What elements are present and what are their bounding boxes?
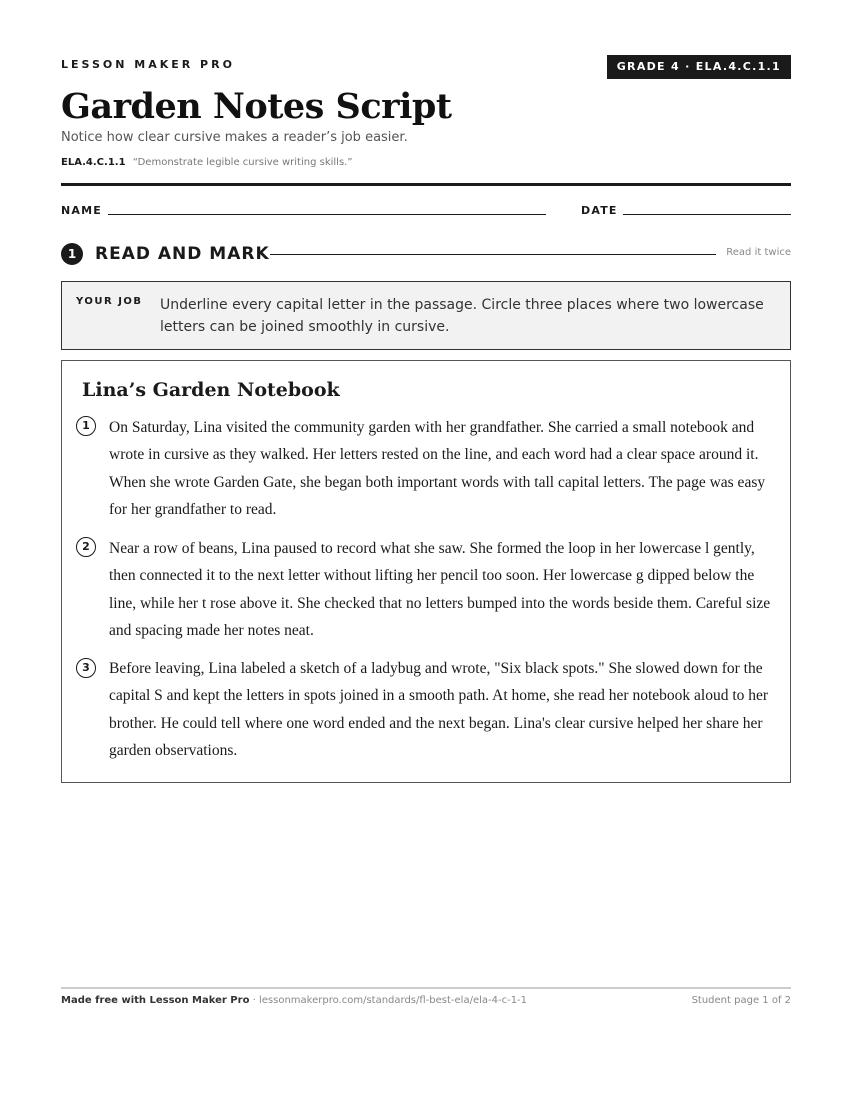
instruction-box [61, 281, 791, 350]
paragraph-number: 2 [76, 537, 96, 557]
name-field[interactable] [108, 214, 546, 215]
section-number: 1 [61, 243, 83, 265]
paragraph-text: Before leaving, Lina labeled a sketch of a ladybug and wrote, "Six black spots." She slowed down for the capital S and kept the letters in spots joined in a smooth path. At home, she read her notebook aloud to her brother. He could tell where one word ended and the next began. Lina's clear cursive helped her share her garden observations. [109, 660, 769, 759]
worksheet-page [61, 0, 791, 1100]
page-title: Garden Notes Script [61, 86, 452, 127]
date-label: DATE [581, 204, 618, 217]
instruction-text: Underline every capital letter in the passage. Circle three places where two lowercase letters can be joined smoothly in cursive. [160, 297, 764, 335]
passage-title: Lina’s Garden Notebook [82, 379, 340, 401]
section-hint: Read it twice [726, 247, 791, 258]
paragraph-number: 1 [76, 416, 96, 436]
standard-code: ELA.4.C.1.1 [61, 157, 126, 168]
paragraph-text: Near a row of beans, Lina paused to record what she saw. She formed the loop in her lowercase l gently, then connected it to the next letter without lifting her pencil too soon. Her lowercase g dipped below the line, while her t rose above it. She checked that no letters bumped into the words beside them. Careful size and spacing made her notes neat. [109, 540, 771, 639]
brand-name: LESSON MAKER PRO [61, 58, 235, 71]
page-subtitle: Notice how clear cursive makes a reader’s job easier. [61, 130, 408, 145]
footer-made-with: Made free with Lesson Maker Pro [61, 995, 250, 1006]
standard-quote: “Demonstrate legible cursive writing skills.” [132, 157, 353, 168]
section-divider [270, 254, 716, 255]
footer-page-number: Student page 1 of 2 [691, 995, 791, 1006]
footer-url-link[interactable]: lessonmakerpro.com/standards/fl-best-ela/ela-4-c-1-1 [258, 995, 528, 1006]
paragraph-text: On Saturday, Lina visited the community garden with her grandfather. She carried a small notebook and wrote in cursive as they walked. Her letters rested on the line, and each word had a clear space around it. When she wrote Garden Gate, she began both important words with tall capital letters. The page was easy for her grandfather to read. [109, 419, 766, 518]
footer-divider [61, 987, 791, 989]
date-field[interactable] [623, 214, 791, 215]
header-divider [61, 183, 791, 186]
instruction-label: YOUR JOB [76, 296, 143, 307]
standard-line [61, 157, 353, 168]
grade-badge: GRADE 4 · ELA.4.C.1.1 [607, 55, 791, 79]
passage-box [61, 360, 791, 783]
section-title: READ AND MARK [95, 244, 270, 264]
footer-separator: · [249, 995, 259, 1006]
paragraph-number: 3 [76, 658, 96, 678]
name-label: NAME [61, 204, 102, 217]
footer-credit [61, 995, 527, 1006]
